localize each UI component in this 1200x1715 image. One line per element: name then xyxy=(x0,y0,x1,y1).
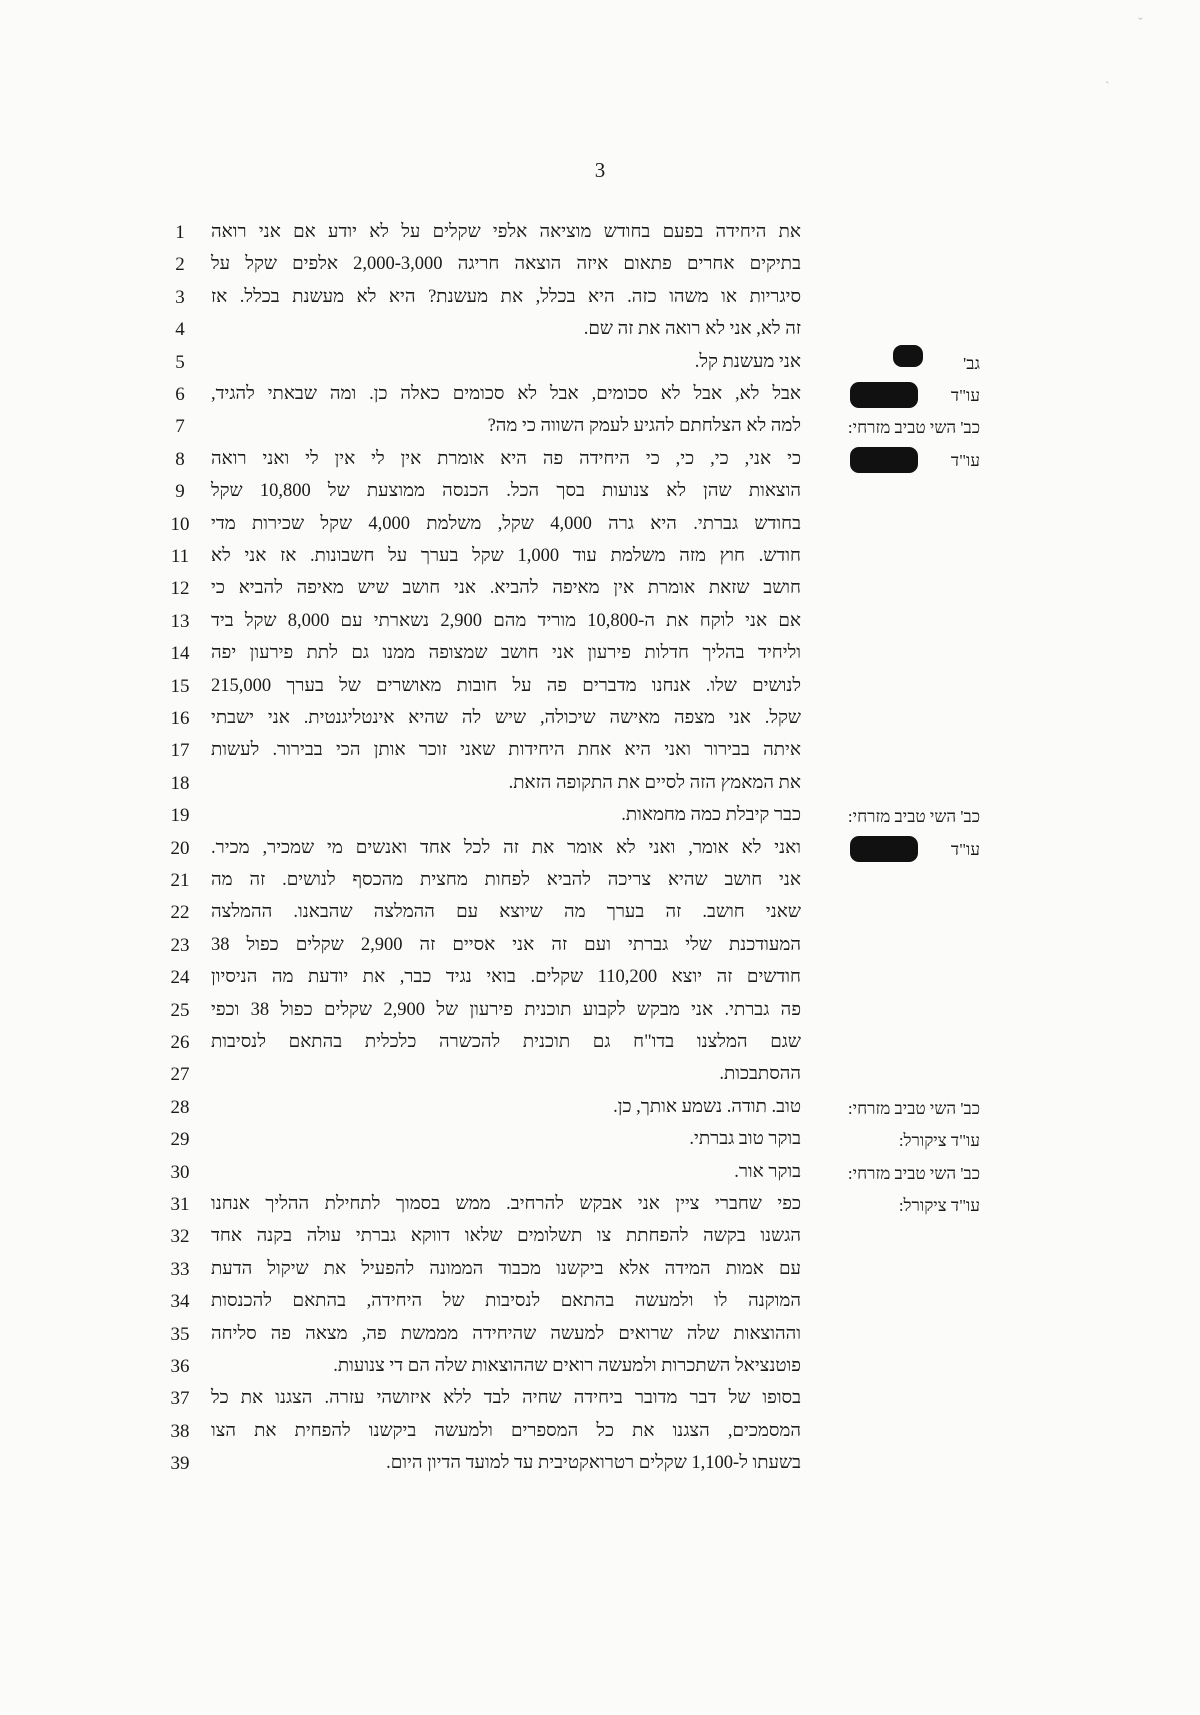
line-text: הוצאות שהן לא צנועות בסך הכל. הכנסה ממוצעת של 10,800 שקל xyxy=(211,481,802,502)
transcript-line xyxy=(0,1124,1200,1156)
transcript-line xyxy=(0,249,1200,281)
line-number: 31 xyxy=(170,1194,190,1215)
line-text: בחודש גברתי. היא גרה 4,000 שקל, משלמת 4,000 שקל שכירות מדי xyxy=(211,513,801,534)
line-number: 21 xyxy=(170,870,190,891)
transcript-line xyxy=(0,411,1200,443)
transcript-line xyxy=(0,962,1200,994)
transcript-line xyxy=(0,897,1200,929)
transcript-line xyxy=(0,1092,1200,1124)
line-text: את היחידה בפעם בחודש מוציאה אלפי שקלים על לא יודע אם אני רואה xyxy=(211,222,801,242)
line-number: 3 xyxy=(175,286,185,308)
line-text: כבר קיבלת כמה מחמאות. xyxy=(621,805,801,826)
page-number: 3 xyxy=(594,158,606,182)
line-text: המוקנה לו ולמעשה בהתאם לנסיבות של היחידה, בהתאם להכנסות xyxy=(211,1291,801,1312)
line-number: 2 xyxy=(175,254,185,276)
line-number: 13 xyxy=(170,610,190,632)
line-text: בוקר אור. xyxy=(734,1161,801,1182)
line-text: וליחיד בהליך חדלות פירעון אני חושב שמצופה ממנו גם לתת פירעון יפה xyxy=(211,643,801,664)
transcript-line xyxy=(0,314,1200,346)
line-text: הגשנו בקשה להפחתת צו תשלומים שלאו דווקא גברתי עולה בקנה אחד xyxy=(211,1226,801,1247)
line-text: ההסתבכות. xyxy=(719,1064,801,1085)
line-number: 28 xyxy=(170,1096,190,1118)
transcript-line xyxy=(0,1189,1200,1221)
line-number: 16 xyxy=(170,708,190,729)
redaction-mark xyxy=(850,836,918,862)
line-text: וההוצאות שלה שרואים למעשה שהיחידה מממשת פה, מצאה פה סליחה xyxy=(211,1323,801,1344)
transcript-line xyxy=(0,833,1200,865)
line-text: אני חושב שהיא צריכה להביא לפחות מחצית מהכסף לנושים. זה מה xyxy=(211,870,801,890)
transcript-line xyxy=(0,1416,1200,1448)
line-number: 30 xyxy=(170,1161,190,1183)
line-text: כי אני, כי, כי, כי היחידה פה היא אומרת אין לי אין לי ואני רואה xyxy=(211,448,801,469)
speaker-label: גב' xyxy=(963,353,980,373)
line-number: 33 xyxy=(170,1258,190,1280)
line-number: 10 xyxy=(170,513,190,535)
line-text: ואני לא אומר, ואני לא אומר את זה לכל אחד ואנשים מי שמכיר, מכיר. xyxy=(211,837,801,858)
line-number: 19 xyxy=(170,805,190,827)
line-text: אבל לא, אבל לא סכומים, אבל לא סכומים כאלה כן. ומה שבאתי להגיד, xyxy=(211,384,801,404)
transcript-line xyxy=(0,573,1200,605)
line-text: אם אני לוקח את ה-10,800 מוריד מהם 2,900 נשארתי עם 8,000 שקל ביד xyxy=(211,610,801,631)
transcript-line xyxy=(0,1027,1200,1059)
speaker-label: כב' השי טביב מזרחי: xyxy=(847,418,980,438)
line-text: בתיקים אחרים פתאום איזה הוצאה חריגה 2,000-3,000 אלפים שקל על xyxy=(211,254,801,275)
line-text: עם אמות המידה אלא ביקשנו מכבוד הממונה להפעיל את שיקול הדעת xyxy=(211,1258,801,1279)
transcript-line xyxy=(0,735,1200,767)
line-number: 26 xyxy=(170,1032,190,1053)
transcript-line xyxy=(0,768,1200,800)
transcript-line xyxy=(0,638,1200,670)
line-text: פוטנציאל השתכרות ולמעשה רואים שההוצאות שלה הם די צנועות. xyxy=(333,1356,801,1376)
line-text: לנושים שלו. אנחנו מדברים פה על חובות מאושרים של בערך 215,000 xyxy=(211,675,801,696)
transcript-line xyxy=(0,995,1200,1027)
speaker-label: עו"ד xyxy=(950,839,980,859)
speaker-label: עו"ד xyxy=(950,386,980,405)
transcript-line xyxy=(0,217,1200,249)
line-number: 39 xyxy=(170,1453,190,1475)
line-number: 11 xyxy=(170,546,190,567)
line-text: סיגריות או משהו כזה. היא בכלל, את מעשנת? היא לא מעשנת בכלל. אז xyxy=(211,286,801,307)
transcript-line xyxy=(0,1254,1200,1286)
line-text: למה לא הצלחתם להגיע לעמק השווה כי מה? xyxy=(487,416,801,437)
line-text: אני מעשנת קל. xyxy=(694,351,801,372)
transcript-line xyxy=(0,1286,1200,1318)
line-text: חודש. חוץ מזה משלמת עוד 1,000 שקל בערך על חשבונות. אז אני לא xyxy=(211,546,801,566)
line-text: חודשים זה יוצא 110,200 שקלים. בואי נגיד כבר, את יודעת מה הניסיון xyxy=(211,967,801,988)
line-text: המסמכים, הצגנו את כל המספרים ולמעשה ביקשנו להפחית את הצו xyxy=(211,1420,801,1441)
line-text: חושב שזאת אומרת אין מאיפה להביא. אני חושב שיש מאיפה להביא כי xyxy=(211,578,801,599)
transcript-line xyxy=(0,476,1200,508)
redaction-mark xyxy=(893,345,923,367)
line-text: בשעתו ל-1,100 שקלים רטרואקטיבית עד למועד הדיון היום. xyxy=(386,1453,801,1474)
line-number: 4 xyxy=(175,319,185,341)
transcript-line xyxy=(0,606,1200,638)
line-text: טוב. תודה. נשמע אותך, כן. xyxy=(613,1096,801,1117)
line-text: איתה בבירור ואני היא אחת היחידות שאני זוכר אותן הכי בבירור. לעשות xyxy=(211,740,801,761)
transcript-line xyxy=(0,1448,1200,1480)
line-number: 14 xyxy=(170,643,190,665)
line-number: 17 xyxy=(170,740,190,762)
redaction-mark xyxy=(850,447,918,473)
transcript-line xyxy=(0,444,1200,476)
line-number: 32 xyxy=(170,1226,190,1248)
line-text: שגם המלצנו בדו"ח גם תוכנית להכשרה כלכלית בהתאם לנסיבות xyxy=(211,1032,801,1052)
scan-mark: ˇ xyxy=(1138,16,1143,31)
line-number: 34 xyxy=(170,1291,190,1313)
line-number: 9 xyxy=(175,481,185,503)
transcript-line xyxy=(0,865,1200,897)
line-number: 7 xyxy=(175,416,185,438)
transcript-line xyxy=(0,671,1200,703)
transcript-line xyxy=(0,379,1200,411)
transcript-line xyxy=(0,1157,1200,1189)
transcript-line xyxy=(0,1059,1200,1091)
transcript-line xyxy=(0,509,1200,541)
line-number: 27 xyxy=(170,1064,190,1086)
line-number: 18 xyxy=(170,772,190,794)
scan-mark: ˋ xyxy=(1105,80,1110,95)
line-text: כפי שחברי ציין אני אבקש להרחיב. ממש בסמוך לתחילת ההליך אנחנו xyxy=(211,1194,801,1214)
transcript-line xyxy=(0,347,1200,379)
speaker-label: עו"ד xyxy=(950,450,980,470)
line-number: 8 xyxy=(175,448,185,470)
line-text: המעודכנת שלי גברתי ועם זה אני אסיים זה 2,900 שקלים כפול 38 xyxy=(211,934,801,955)
line-number: 35 xyxy=(170,1323,190,1345)
speaker-label: כב' השי טביב מזרחי: xyxy=(847,807,980,827)
line-number: 20 xyxy=(170,837,190,859)
speaker-label: כב' השי טביב מזרחי: xyxy=(847,1098,980,1118)
line-number: 1 xyxy=(175,222,185,243)
transcript-line xyxy=(0,1319,1200,1351)
line-number: 29 xyxy=(170,1129,190,1151)
transcript-line xyxy=(0,1351,1200,1383)
line-number: 6 xyxy=(175,384,185,405)
speaker-label: עו"ד ציקורל: xyxy=(898,1131,980,1151)
speaker-label: כב' השי טביב מזרחי: xyxy=(847,1163,980,1183)
line-text: בוקר טוב גברתי. xyxy=(689,1129,801,1150)
line-number: 37 xyxy=(170,1388,190,1410)
transcript-line xyxy=(0,930,1200,962)
transcript-line xyxy=(0,282,1200,314)
transcript-line xyxy=(0,1383,1200,1415)
transcript-line xyxy=(0,703,1200,735)
line-text: זה לא, אני לא רואה את זה שם. xyxy=(583,319,801,340)
line-number: 12 xyxy=(170,578,190,600)
speaker-label: עו"ד ציקורל: xyxy=(898,1196,980,1215)
line-number: 36 xyxy=(170,1356,190,1377)
line-number: 23 xyxy=(170,934,190,956)
line-number: 25 xyxy=(170,999,190,1021)
line-number: 5 xyxy=(175,351,185,373)
line-text: את המאמץ הזה לסיים את התקופה הזאת. xyxy=(508,772,801,793)
transcript-line xyxy=(0,800,1200,832)
line-number: 22 xyxy=(170,902,190,924)
line-text: פה גברתי. אני מבקש לקבוע תוכנית פירעון של 2,900 שקלים כפול 38 וכפי xyxy=(211,999,802,1020)
transcript-line xyxy=(0,1221,1200,1253)
line-number: 15 xyxy=(170,675,190,697)
transcript-line xyxy=(0,541,1200,573)
line-text: שקל. אני מצפה מאישה שיכולה, שיש לה שהיא אינטליגנטית. אני ישבתי xyxy=(211,708,801,728)
line-number: 38 xyxy=(170,1420,190,1442)
redaction-mark xyxy=(850,382,918,408)
line-number: 24 xyxy=(170,967,190,989)
line-text: שאני חושב. זה בערך מה שיוצא עם ההמלצה שהבאנו. ההמלצה xyxy=(211,902,801,923)
line-text: בסופו של דבר מדובר ביחידה שחיה לבד ללא איזושהי עזרה. הצגנו את כל xyxy=(211,1388,801,1409)
